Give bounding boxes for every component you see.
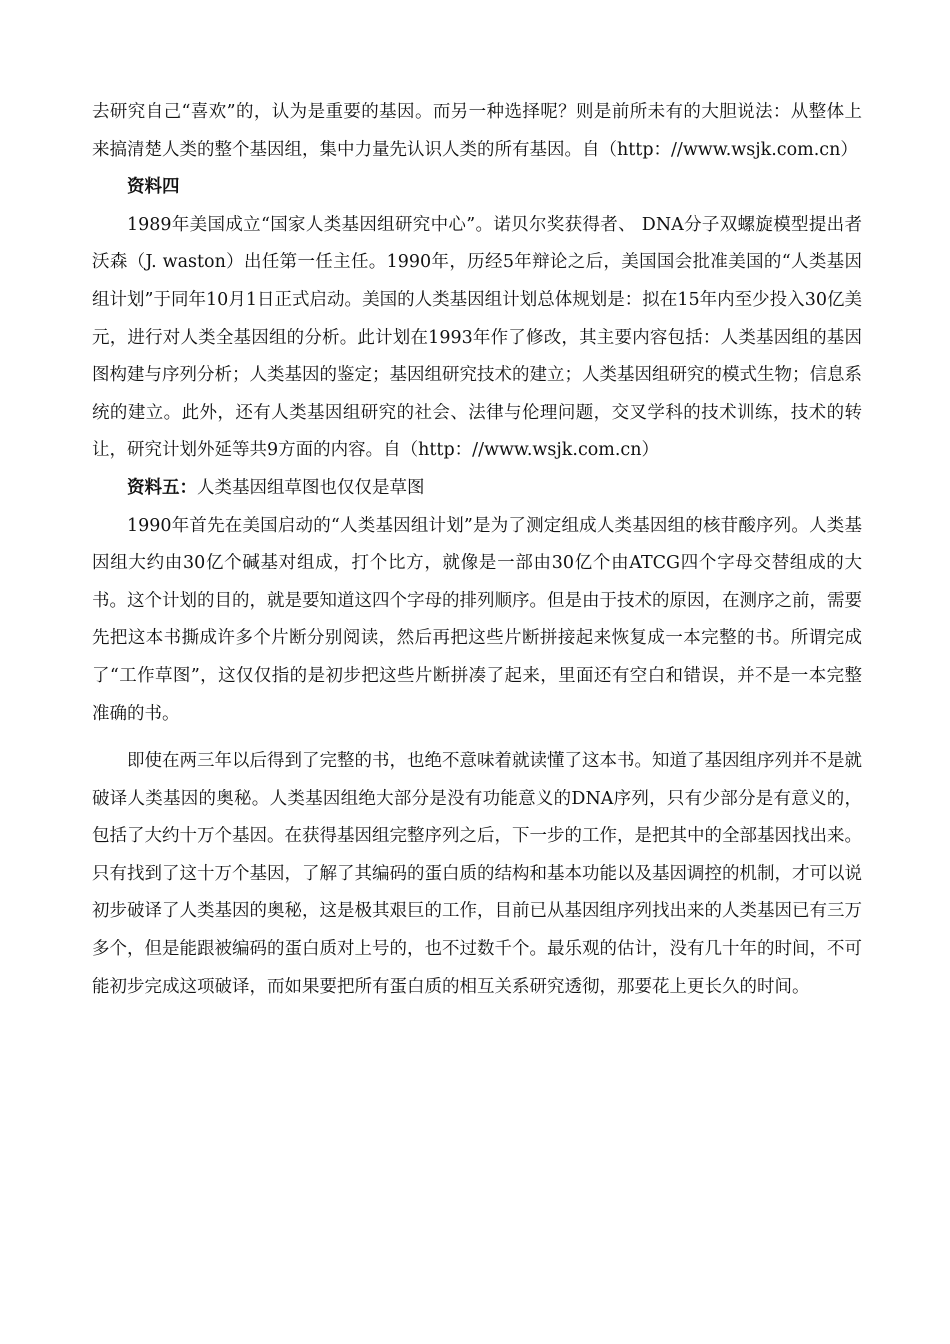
section-4-paragraph: 1989年美国成立“国家人类基因组研究中心”。诺贝尔奖获得者、 DNA分子双螺旋模型提出者沃森（J. waston）出任第一任主任。1990年，历经5年辩论之后，美国国会批准美国的“人类基因组计划”于同年10月1日正式启动。美国的人类基因组计划总体规划是：拟在15年内至少投入30亿美元，进行对人类全基因组的分析。此计划在1993年作了修改，其主要内容包括：人类基因组的基因图构建与序列分析；人类基因的鉴定；基因组研究技术的建立；人类基因组研究的模式生物；信息系统的建立。此外，还有人类基因组研究的社会、法律与伦理问题，交叉学科的技术训练，技术的转让，研究计划外延等共9方面的内容。自（http：//www.wsjk.com.cn） — [92, 214, 862, 461]
section-4-heading — [92, 169, 862, 207]
section-5-paragraph-2: 即使在两三年以后得到了完整的书，也绝不意味着就读懂了这本书。知道了基因组序列并不是就破译人类基因的奥秘。人类基因组绝大部分是没有功能意义的DNA序列，只有少部分是有意义的，包括了大约十万个基因。在获得基因组完整序列之后，下一步的工作，是把其中的全部基因找出来。只有找到了这十万个基因，了解了其编码的蛋白质的结构和基本功能以及基因调控的机制，才可以说初步破译了人类基因的奥秘，这是极其艰巨的工作，目前已从基因组序列找出来的人类基因已有三万多个，但是能跟被编码的蛋白质对上号的，也不过数千个。最乐观的估计，没有几十年的时间，不可能初步完成这项破译，而如果要把所有蛋白质的相互关系研究透彻，那要花上更长久的时间。 — [92, 751, 862, 997]
continued-paragraph: 去研究自己“喜欢”的，认为是重要的基因。而另一种选择呢？则是前所未有的大胆说法：从整体上来搞清楚人类的整个基因组，集中力量先认识人类的所有基因。自（http：//www.wsjk.com.cn） — [92, 102, 862, 160]
section-5-heading-label: 资料五： — [127, 477, 197, 498]
section-5-heading-title: 人类基因组草图也仅仅是草图 — [197, 477, 425, 498]
document-body — [92, 94, 862, 1006]
section-5-heading — [92, 470, 862, 508]
paragraph-gap — [92, 733, 862, 743]
section-5-paragraph-1: 1990年首先在美国启动的“人类基因组计划”是为了测定组成人类基因组的核苷酸序列。人类基因组大约由30亿个碱基对组成，打个比方，就像是一部由30亿个由ATCG四个字母交替组成的大书。这个计划的目的，就是要知道这四个字母的排列顺序。但是由于技术的原因，在测序之前，需要先把这本书撕成许多个片断分别阅读，然后再把这些片断拼接起来恢复成一本完整的书。所谓完成了“工作草图”，这仅仅指的是初步把这些片断拼凑了起来，里面还有空白和错误，并不是一本完整准确的书。 — [92, 515, 862, 724]
section-4-heading-label: 资料四 — [127, 177, 180, 198]
